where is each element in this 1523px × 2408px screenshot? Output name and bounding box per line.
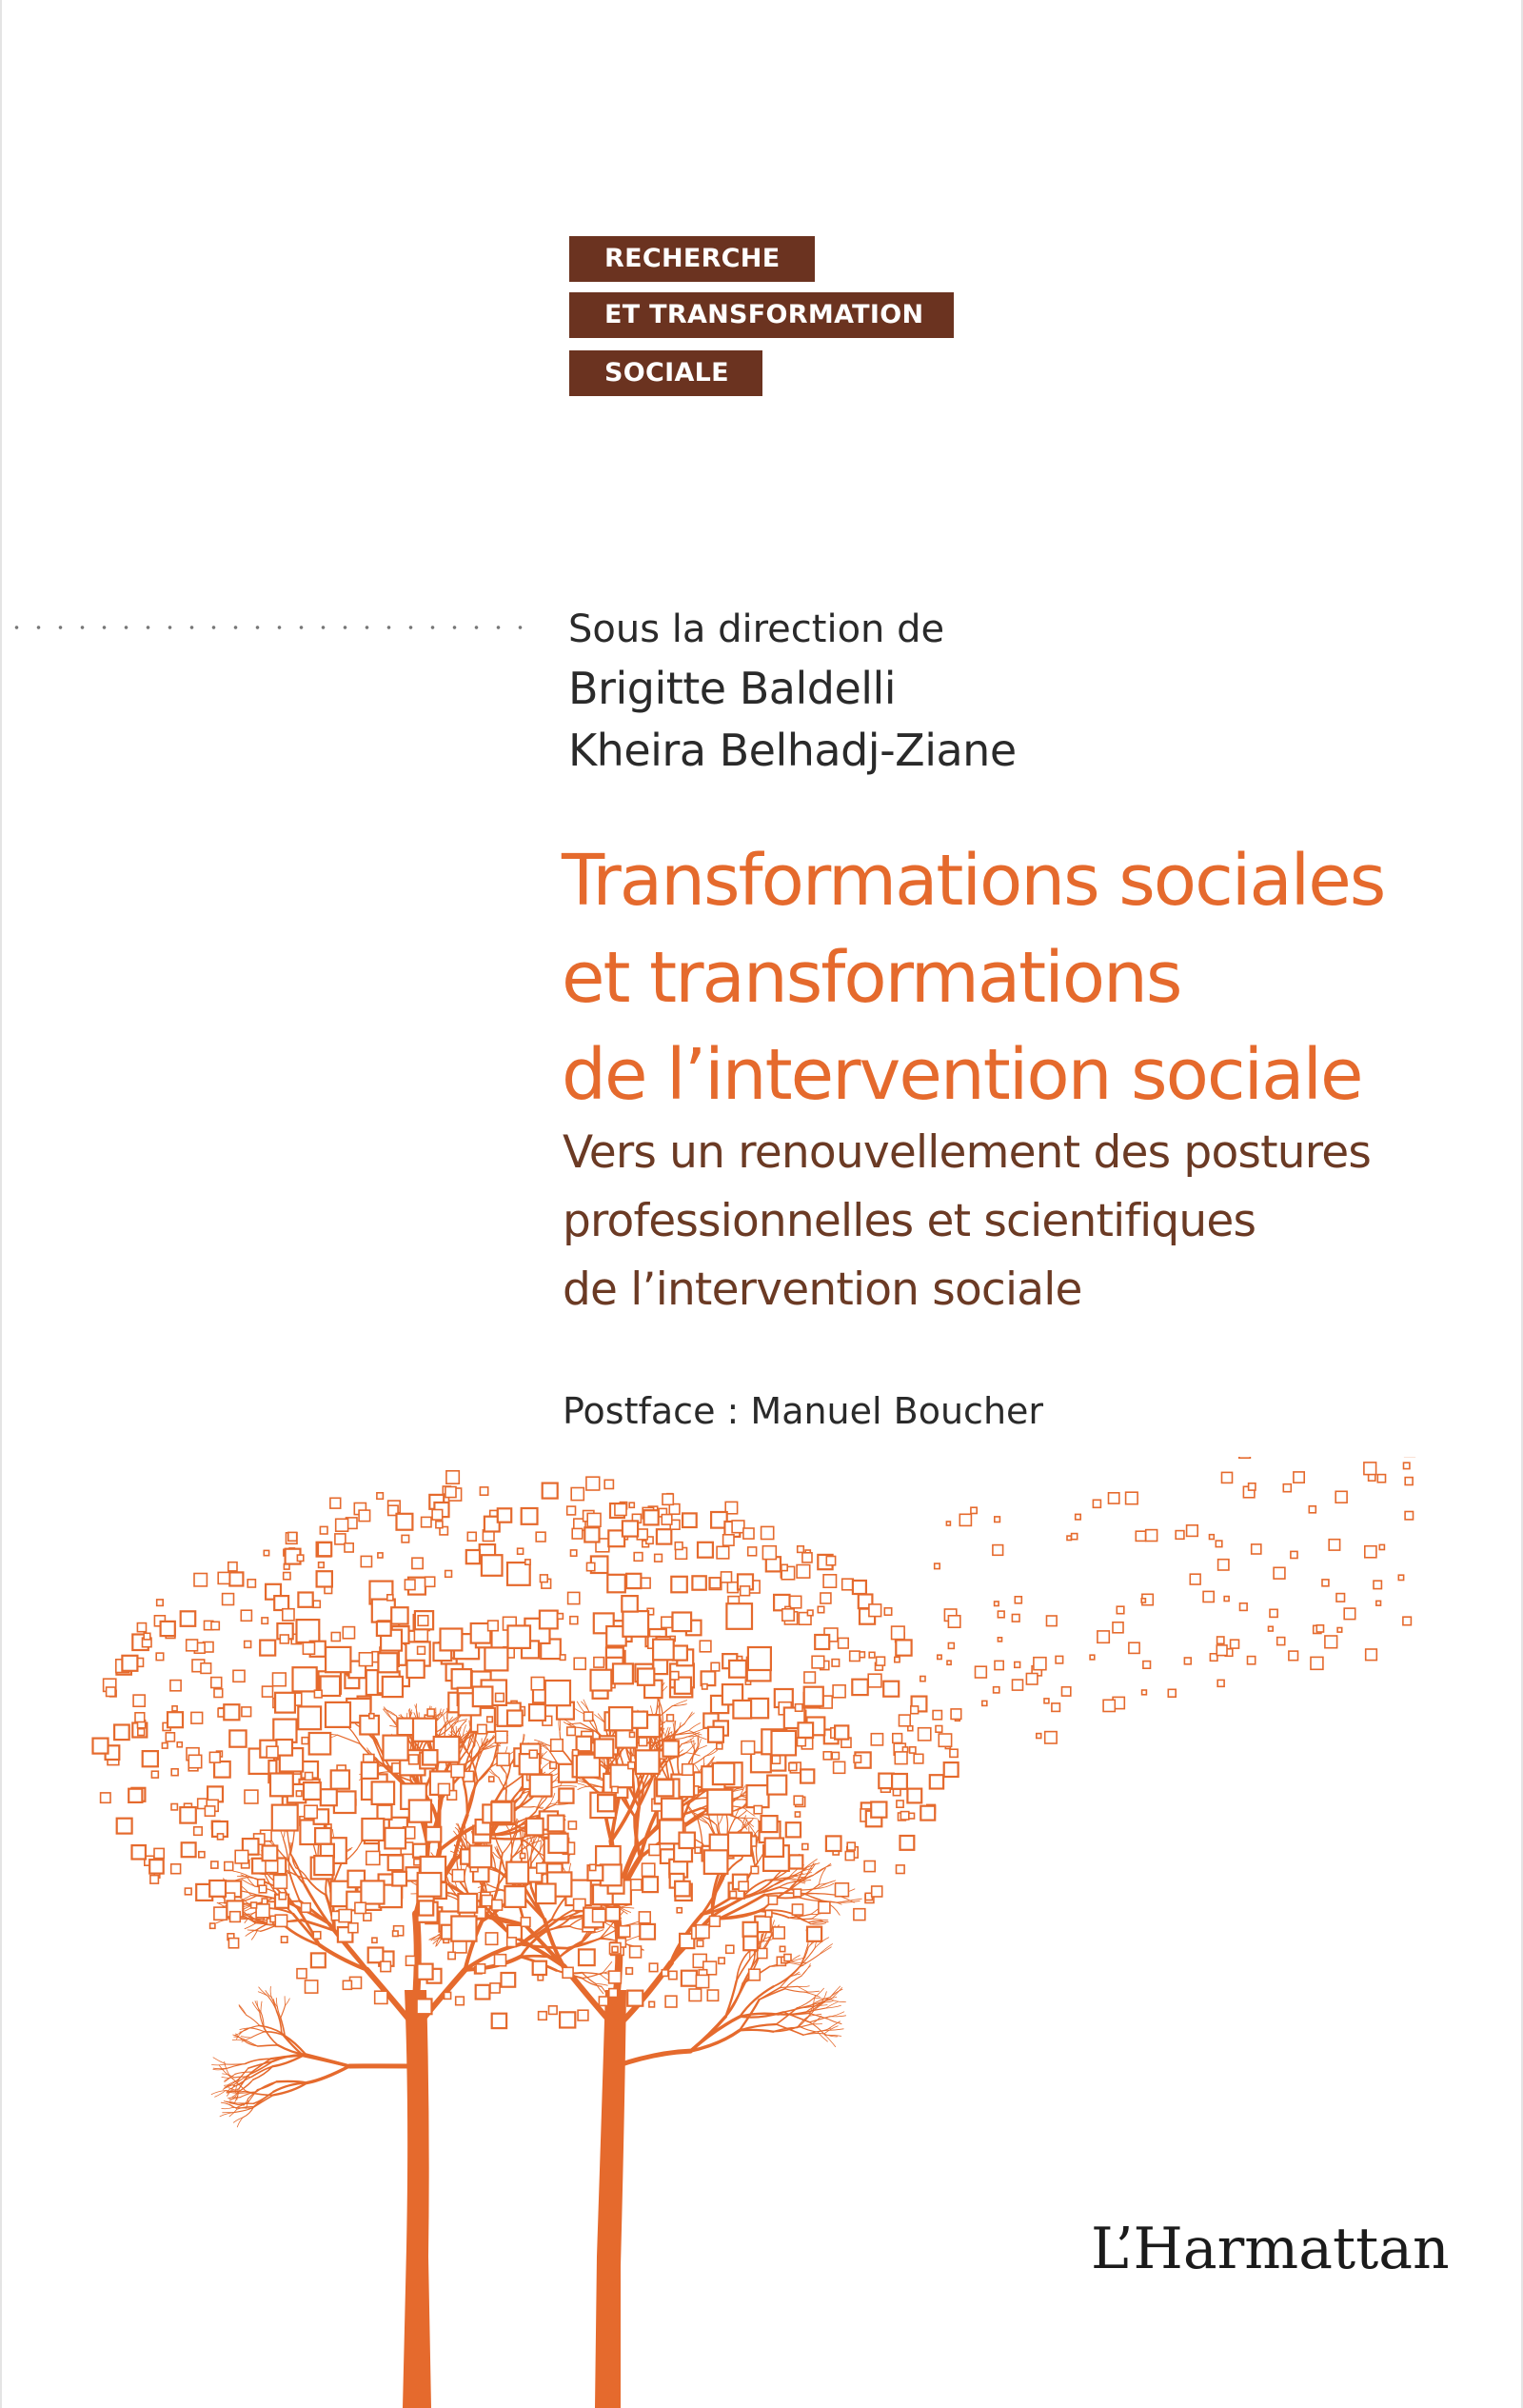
title-line-3: de l’intervention sociale <box>562 1034 1362 1116</box>
editor-name-2: Kheira Belhadj-Ziane <box>568 725 1017 776</box>
direction-intro: Sous la direction de <box>568 607 945 651</box>
postface-credit: Postface : Manuel Boucher <box>563 1390 1044 1432</box>
dotted-rule <box>6 623 539 632</box>
editor-name-1: Brigitte Baldelli <box>568 663 897 714</box>
publisher-logo: L’Harmattan <box>1091 2216 1450 2282</box>
title-line-1: Transformations sociales <box>562 840 1385 922</box>
title-line-2: et transformations <box>562 937 1181 1019</box>
series-line-1: RECHERCHE <box>569 236 815 282</box>
series-line-2: ET TRANSFORMATION <box>569 292 954 338</box>
subtitle-line-1: Vers un renouvellement des postures <box>563 1126 1372 1179</box>
subtitle-line-2: professionnelles et scientifiques <box>563 1195 1256 1247</box>
series-line-3: SOCIALE <box>569 350 762 396</box>
subtitle-line-3: de l’intervention sociale <box>563 1264 1082 1316</box>
